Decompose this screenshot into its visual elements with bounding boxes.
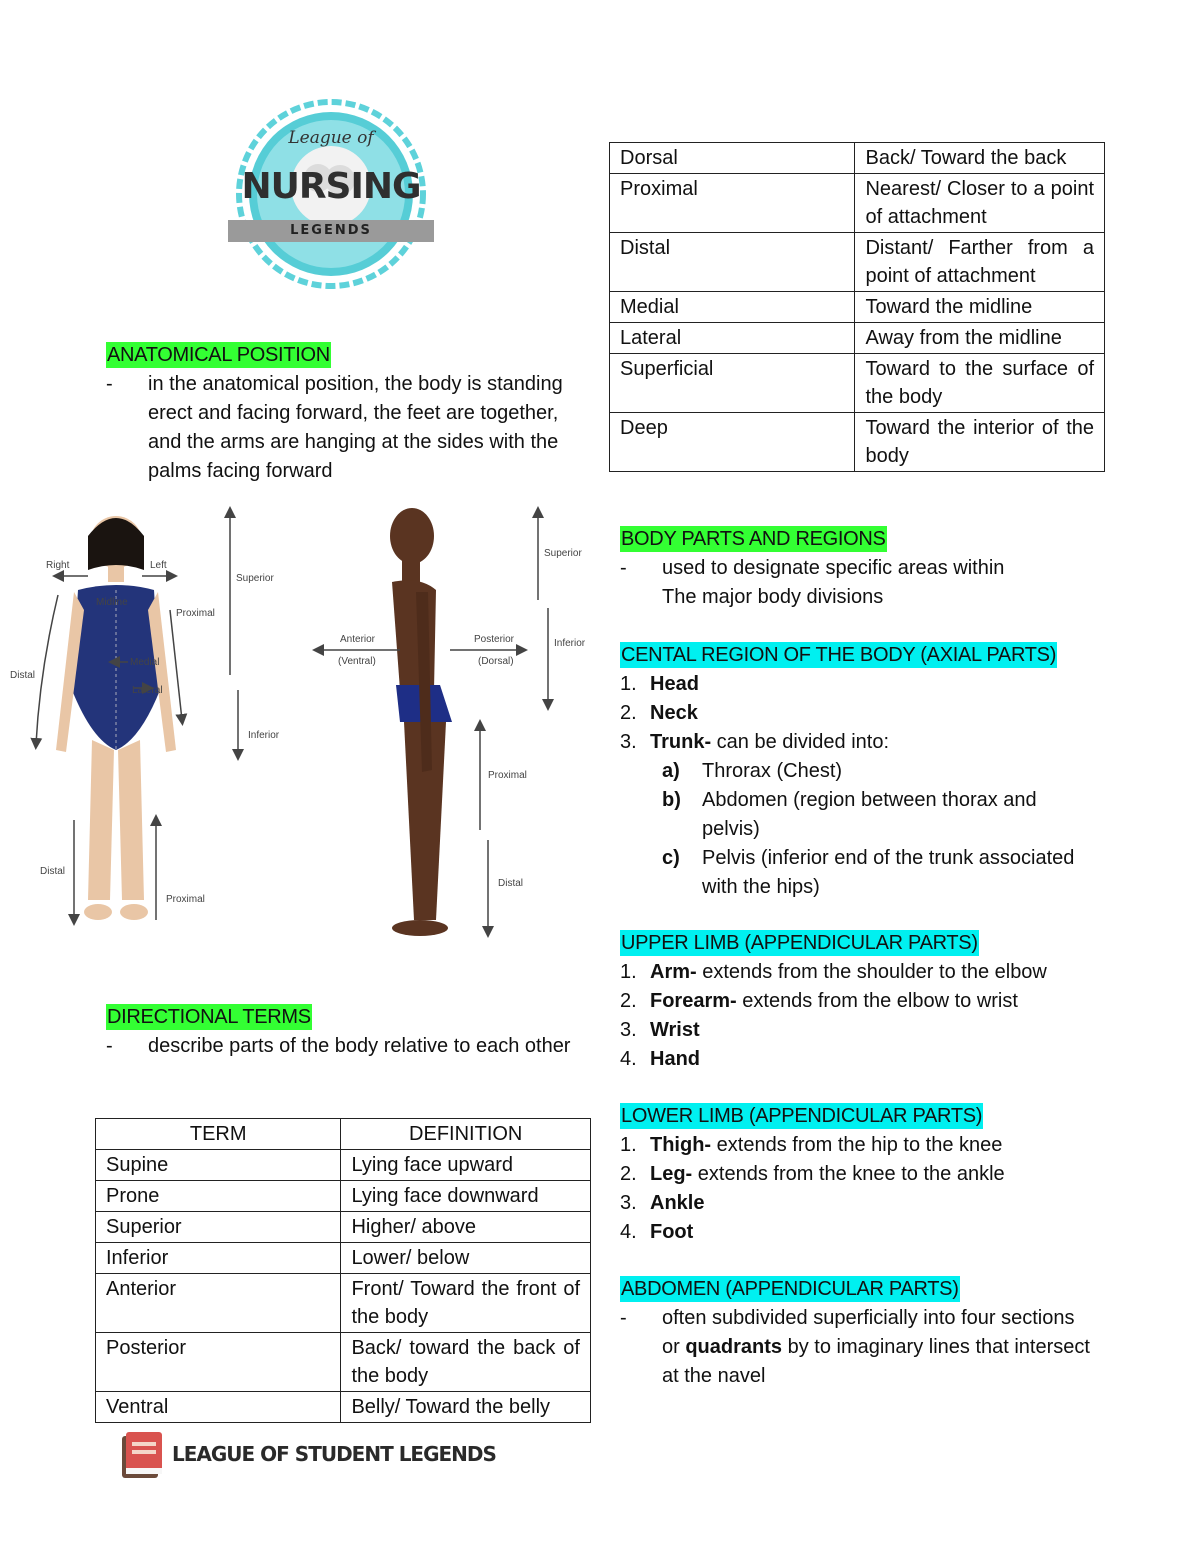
upper-limb-heading: UPPER LIMB (APPENDICULAR PARTS) [621, 932, 978, 954]
label-midline: Midline [96, 597, 128, 608]
list-number: 1. [620, 673, 637, 695]
label-inferior-side: Inferior [554, 638, 586, 649]
list-item-text: extends from the hip to the knee [711, 1134, 1003, 1156]
abdomen-description [620, 1304, 1090, 1391]
list-item-bold: Wrist [650, 1019, 700, 1041]
bullet: - [620, 557, 627, 579]
list-number: 1. [620, 961, 637, 983]
list-item-bold: Ankle [650, 1192, 705, 1214]
definition-cell: Away from the midline [855, 323, 1105, 354]
list-item-text: extends from the knee to the ankle [692, 1163, 1005, 1185]
label-medial: Medial [130, 657, 160, 668]
table-row [610, 292, 1105, 323]
directional-text: describe parts of the body relative to each other [148, 1035, 571, 1057]
book-icon [118, 1428, 166, 1482]
label-left: Left [150, 560, 167, 571]
table-row [96, 1150, 591, 1181]
list-item [620, 670, 1090, 699]
list-item-bold: Head [650, 673, 699, 695]
abdomen-text-bold: quadrants [685, 1336, 783, 1358]
table-row [610, 143, 1105, 174]
term-cell: Lateral [610, 323, 855, 354]
term-cell: Distal [610, 233, 855, 292]
definition-cell: Distant/ Farther from a point of attachment [855, 233, 1105, 292]
sub-list-letter: b) [662, 789, 681, 811]
definition-header: DEFINITION [341, 1119, 591, 1150]
table-row [96, 1212, 591, 1243]
sub-list-item [650, 844, 1090, 902]
table-row [610, 323, 1105, 354]
list-number: 3. [620, 1019, 637, 1041]
label-proximal-side: Proximal [488, 770, 527, 781]
list-number: 3. [620, 731, 637, 753]
list-number: 4. [620, 1048, 637, 1070]
body-parts-heading: BODY PARTS AND REGIONS [621, 528, 886, 550]
table-row [96, 1392, 591, 1423]
label-inferior-front: Inferior [248, 730, 280, 741]
directional-terms-table [95, 1118, 591, 1423]
anatomical-figure [0, 500, 600, 950]
label-lateral: Lateral [132, 685, 163, 696]
body-parts-line-2: The major body divisions [662, 586, 884, 608]
definition-cell: Lying face downward [341, 1181, 591, 1212]
table-row [610, 233, 1105, 292]
list-item [620, 728, 1090, 757]
sub-list-item [650, 786, 1090, 844]
table-header-row [96, 1119, 591, 1150]
definition-cell: Lying face upward [341, 1150, 591, 1181]
term-header: TERM [96, 1119, 341, 1150]
label-posterior: Posterior [474, 634, 515, 645]
lower-limb-list [620, 1131, 1100, 1247]
label-ventral: (Ventral) [338, 656, 376, 667]
list-number: 2. [620, 702, 637, 724]
table-row [96, 1333, 591, 1392]
body-parts-description [620, 554, 1090, 612]
bullet: - [106, 373, 113, 395]
term-cell: Ventral [96, 1392, 341, 1423]
bullet: - [620, 1307, 627, 1329]
directional-terms-table-continued [609, 142, 1105, 472]
list-item [620, 987, 1100, 1016]
sub-list-text: Throrax (Chest) [702, 760, 843, 782]
directional-description [106, 1032, 576, 1061]
league-of-nursing-logo [228, 98, 434, 290]
footer [118, 1428, 518, 1484]
list-item-bold: Thigh- [650, 1134, 712, 1156]
term-cell: Proximal [610, 174, 855, 233]
definition-cell: Back/ toward the back of the body [341, 1333, 591, 1392]
logo-line-2: NURSING [241, 166, 421, 207]
logo-line-3: LEGENDS [290, 223, 372, 238]
lower-limb-heading: LOWER LIMB (APPENDICULAR PARTS) [621, 1105, 983, 1127]
abdomen-heading: ABDOMEN (APPENDICULAR PARTS) [621, 1278, 959, 1300]
sub-list-text: Pelvis (inferior end of the trunk associated with the hips) [702, 847, 1075, 898]
bullet: - [106, 1035, 113, 1057]
label-superior-side: Superior [544, 548, 582, 559]
label-superior-front: Superior [236, 573, 274, 584]
anatomical-description [106, 370, 576, 486]
term-cell: Dorsal [610, 143, 855, 174]
definition-cell: Higher/ above [341, 1212, 591, 1243]
list-item-text: can be divided into: [711, 731, 890, 753]
term-cell: Prone [96, 1181, 341, 1212]
list-number: 1. [620, 1134, 637, 1156]
list-number: 3. [620, 1192, 637, 1214]
term-cell: Superior [96, 1212, 341, 1243]
definition-cell: Belly/ Toward the belly [341, 1392, 591, 1423]
label-right: Right [46, 560, 70, 571]
sub-list-text: Abdomen (region between thorax and pelvis) [702, 789, 1037, 840]
label-proximal-leg: Proximal [166, 894, 205, 905]
table-row [96, 1181, 591, 1212]
table-row [610, 413, 1105, 472]
list-item-bold: Hand [650, 1048, 700, 1070]
definition-cell: Nearest/ Closer to a point of attachment [855, 174, 1105, 233]
term-cell: Supine [96, 1150, 341, 1181]
term-cell: Medial [610, 292, 855, 323]
list-item [620, 1131, 1100, 1160]
list-item [620, 1189, 1100, 1218]
anatomical-position-heading: ANATOMICAL POSITION [107, 344, 330, 366]
term-cell: Posterior [96, 1333, 341, 1392]
table-row [96, 1243, 591, 1274]
definition-cell: Back/ Toward the back [855, 143, 1105, 174]
list-number: 4. [620, 1221, 637, 1243]
list-item [620, 958, 1100, 987]
definition-cell: Toward the midline [855, 292, 1105, 323]
directional-terms-heading: DIRECTIONAL TERMS [107, 1006, 311, 1028]
definition-cell: Front/ Toward the front of the body [341, 1274, 591, 1333]
term-cell: Superficial [610, 354, 855, 413]
central-region-heading: CENTAL REGION OF THE BODY (AXIAL PARTS) [621, 644, 1057, 666]
list-item [620, 1160, 1100, 1189]
label-distal-side: Distal [498, 878, 524, 889]
list-item-bold: Leg- [650, 1163, 693, 1185]
list-item-bold: Neck [650, 702, 698, 724]
list-item [620, 1218, 1100, 1247]
list-item [620, 1045, 1100, 1074]
list-item-text: extends from the elbow to wrist [736, 990, 1018, 1012]
label-distal-arm: Distal [10, 670, 36, 681]
definition-cell: Toward to the surface of the body [855, 354, 1105, 413]
list-item-text: extends from the shoulder to the elbow [696, 961, 1047, 983]
list-item-bold: Arm- [650, 961, 697, 983]
label-proximal-arm: Proximal [176, 608, 215, 619]
sub-list-letter: a) [662, 760, 680, 782]
table-row [610, 174, 1105, 233]
list-item-bold: Forearm- [650, 990, 737, 1012]
list-item-bold: Foot [650, 1221, 694, 1243]
table-row [96, 1274, 591, 1333]
term-cell: Deep [610, 413, 855, 472]
list-number: 2. [620, 1163, 637, 1185]
logo-line-1: League of [288, 128, 374, 148]
sub-list-item [650, 757, 1090, 786]
term-cell: Anterior [96, 1274, 341, 1333]
definition-cell: Lower/ below [341, 1243, 591, 1274]
abdomen-text-before: often subdivided superficially into four sections or [662, 1307, 1075, 1358]
list-number: 2. [620, 990, 637, 1012]
sub-list-letter: c) [662, 847, 680, 869]
footer-text: LEAGUE OF STUDENT LEGENDS [172, 1442, 496, 1466]
list-item [620, 699, 1090, 728]
abdomen-text-after: by to imaginary lines that intersect at the navel [662, 1336, 1090, 1387]
list-item-bold: Trunk- [650, 731, 712, 753]
label-anterior: Anterior [340, 634, 376, 645]
side-figure [390, 508, 452, 936]
definition-cell: Toward the interior of the body [855, 413, 1105, 472]
label-dorsal: (Dorsal) [478, 656, 514, 667]
anatomical-text: in the anatomical position, the body is standing erect and facing forward, the feet are together, and the arms are hanging at the sides with the palms facing forward [148, 373, 563, 482]
label-distal-leg: Distal [40, 866, 66, 877]
body-parts-line-1: used to designate specific areas within [662, 557, 1005, 579]
central-region-list [620, 670, 1090, 902]
table-row [610, 354, 1105, 413]
term-cell: Inferior [96, 1243, 341, 1274]
upper-limb-list [620, 958, 1100, 1074]
list-item [620, 1016, 1100, 1045]
